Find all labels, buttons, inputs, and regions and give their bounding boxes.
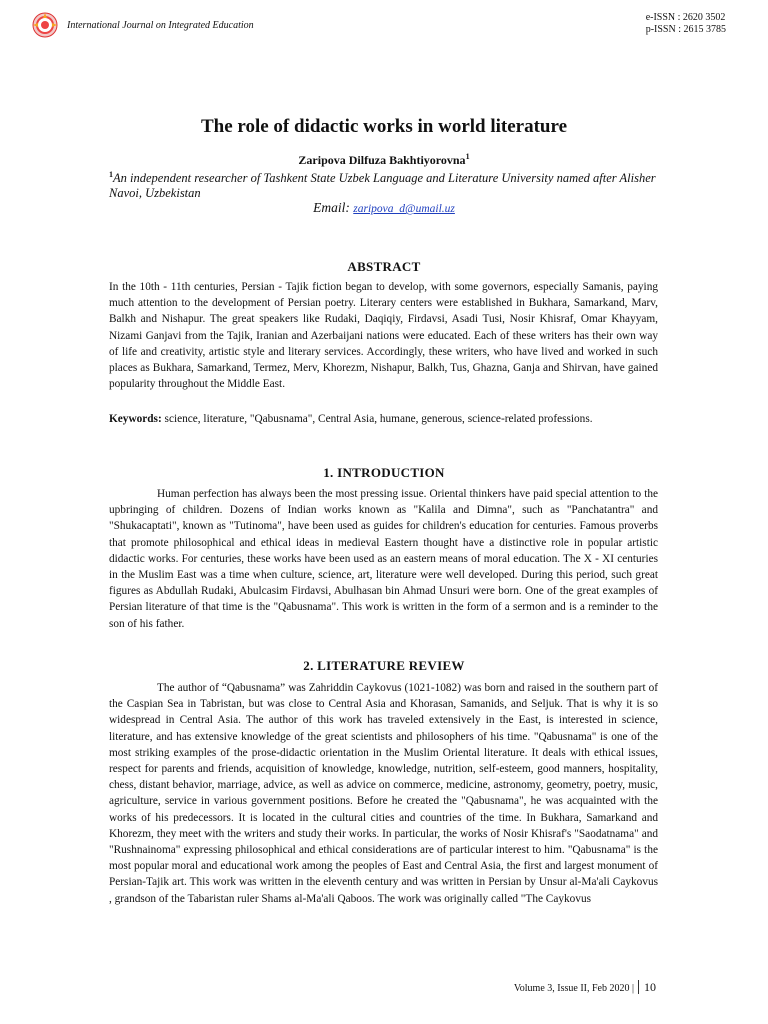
author-sup: 1 <box>465 152 470 161</box>
author-name: Zaripova Dilfuza Bakhtiyorovna <box>298 153 466 167</box>
affiliation <box>109 167 661 201</box>
introduction-text: Human perfection has always been the most pressing issue. Oriental thinkers have paid special attention to the upbringing of children. Dozens of Indian works known as "Kalila and Dimna", such as "Panchatantra" and "Shukacaptati", known as "Tutinoma", have been used as guides for children's education for centuries. Famous proverbs that promote philosophical and ethical ideas in medieval Eastern thought have a distinctive role in popular artistic didactic works. For centuries, these works have been used as an eastern means of moral education. The X - XI centuries in the Muslim East was a time when culture, science, art, literature were well developed. During this period, such great figures as Abdullah Rudaki, Abulcasim Firdavsi, Abulhasan bin Ahmad Unsuri were born. One of the great examples of Persian literature of that time is the "Qabusnama". This work is written in the form of a sermon and is a reminder to the son of his father. <box>109 488 658 630</box>
email-label: Email: <box>313 200 350 215</box>
volume-info: Volume 3, Issue II, Feb 2020 | <box>513 983 634 994</box>
page-number: 10 <box>638 980 656 994</box>
author-line <box>0 152 768 168</box>
abstract-text: In the 10th - 11th centuries, Persian - Tajik fiction began to develop, with some governors, especially Samanis, paying much attention to the development of Persian poetry. Literary centers were established in Bukhara, Samarkand, Marv, Balkh and Nishapur. The great speakers like Rudaki, Daqiqiy, Firdavsi, Asadi Tusi, Nosir Khisraf, Omar Khayyam, Nizami Ganjavi from the Tajik, Iranian and Azerbaijani nations were educated. Each of these writers has their own way of life and creativity, artistic style and literary services. Accordingly, these writers, who have lived and worked in such places as Bukhara, Samarkand, Termez, Merv, Khorezm, Nishapur, Balkh, Tus, Ghazna, Ganja and Shirvan, have gained popularity throughout the Middle East. <box>109 281 658 391</box>
paper-title: The role of didactic works in world literature <box>200 116 568 137</box>
keywords <box>109 411 658 427</box>
affiliation-sup: 1 <box>109 170 113 179</box>
pissn: p-ISSN : 2615 3785 <box>645 24 726 35</box>
page-header <box>32 8 736 48</box>
eissn: e-ISSN : 2620 3502 <box>645 12 726 23</box>
affiliation-text: An independent researcher of Tashkent State Uzbek Language and Literature University named after Alisher Navoi, Uzbekistan <box>109 171 656 201</box>
abstract-heading: ABSTRACT <box>347 259 421 274</box>
page-footer <box>514 980 656 995</box>
journal-logo <box>32 12 58 38</box>
email-link[interactable]: zaripova_d@umail.uz <box>353 203 455 215</box>
email-line <box>0 200 768 216</box>
issn-block <box>646 12 726 36</box>
keywords-text: science, literature, "Qabusnama", Central Asia, humane, generous, science-related professions. <box>164 413 593 425</box>
introduction-heading: 1. INTRODUCTION <box>323 465 445 480</box>
literature-review-heading: 2. LITERATURE REVIEW <box>303 658 465 673</box>
journal-name: International Journal on Integrated Education <box>67 20 254 31</box>
keywords-label: Keywords: <box>109 413 162 425</box>
literature-review-text: The author of “Qabusnama” was Zahriddin Caykovus (1021-1082) was born and raised in the southern part of the Caspian Sea in Tabristan, but was close to Central Asia and Khorasan, Samanids, and Seljuk. That is why it is so widespread in Central Asia. The author of this work has traveled extensively in the East, is interested in science, literature, and has extensive knowledge of the great scientists and philosophers of his time. "Qabusnama" is one of the most striking examples of the prose-didactic orientation in the Muslim Oriental literature. It deals with ethical issues, respect for parents and friends, acquisition of knowledge, knowledge, nutrition, self-esteem, good manners, hospitality, chess, distant behavior, marriage, advice, as well as advice on commerce, medicine, astronomy, geometry, poetry, music, agriculture, service in various government positions. Before he created the "Qabusnama", he was acquainted with the works of his predecessors. It is located in the cultural cities and countries of the time. In Bukhara, Samarkand and Khorezm, they meet with the writers and study their works. In particular, the works of Nosir Khisraf's "Saodatnama" and "Rushnainoma" expressing philosophical and ethical considerations are of particular interest to him. "Qabusnama" is the most popular moral and educational work among the peoples of East and Central Asia, the first and largest monument of Persian-Tajik art. This work was written in the eleventh century and was written in Persian by Unsur al-Ma'ali Caykovus , grandson of the Tabaristan ruler Shams al-Ma'ali Qaboos. The work was originally called "The Caykovus <box>109 682 658 905</box>
